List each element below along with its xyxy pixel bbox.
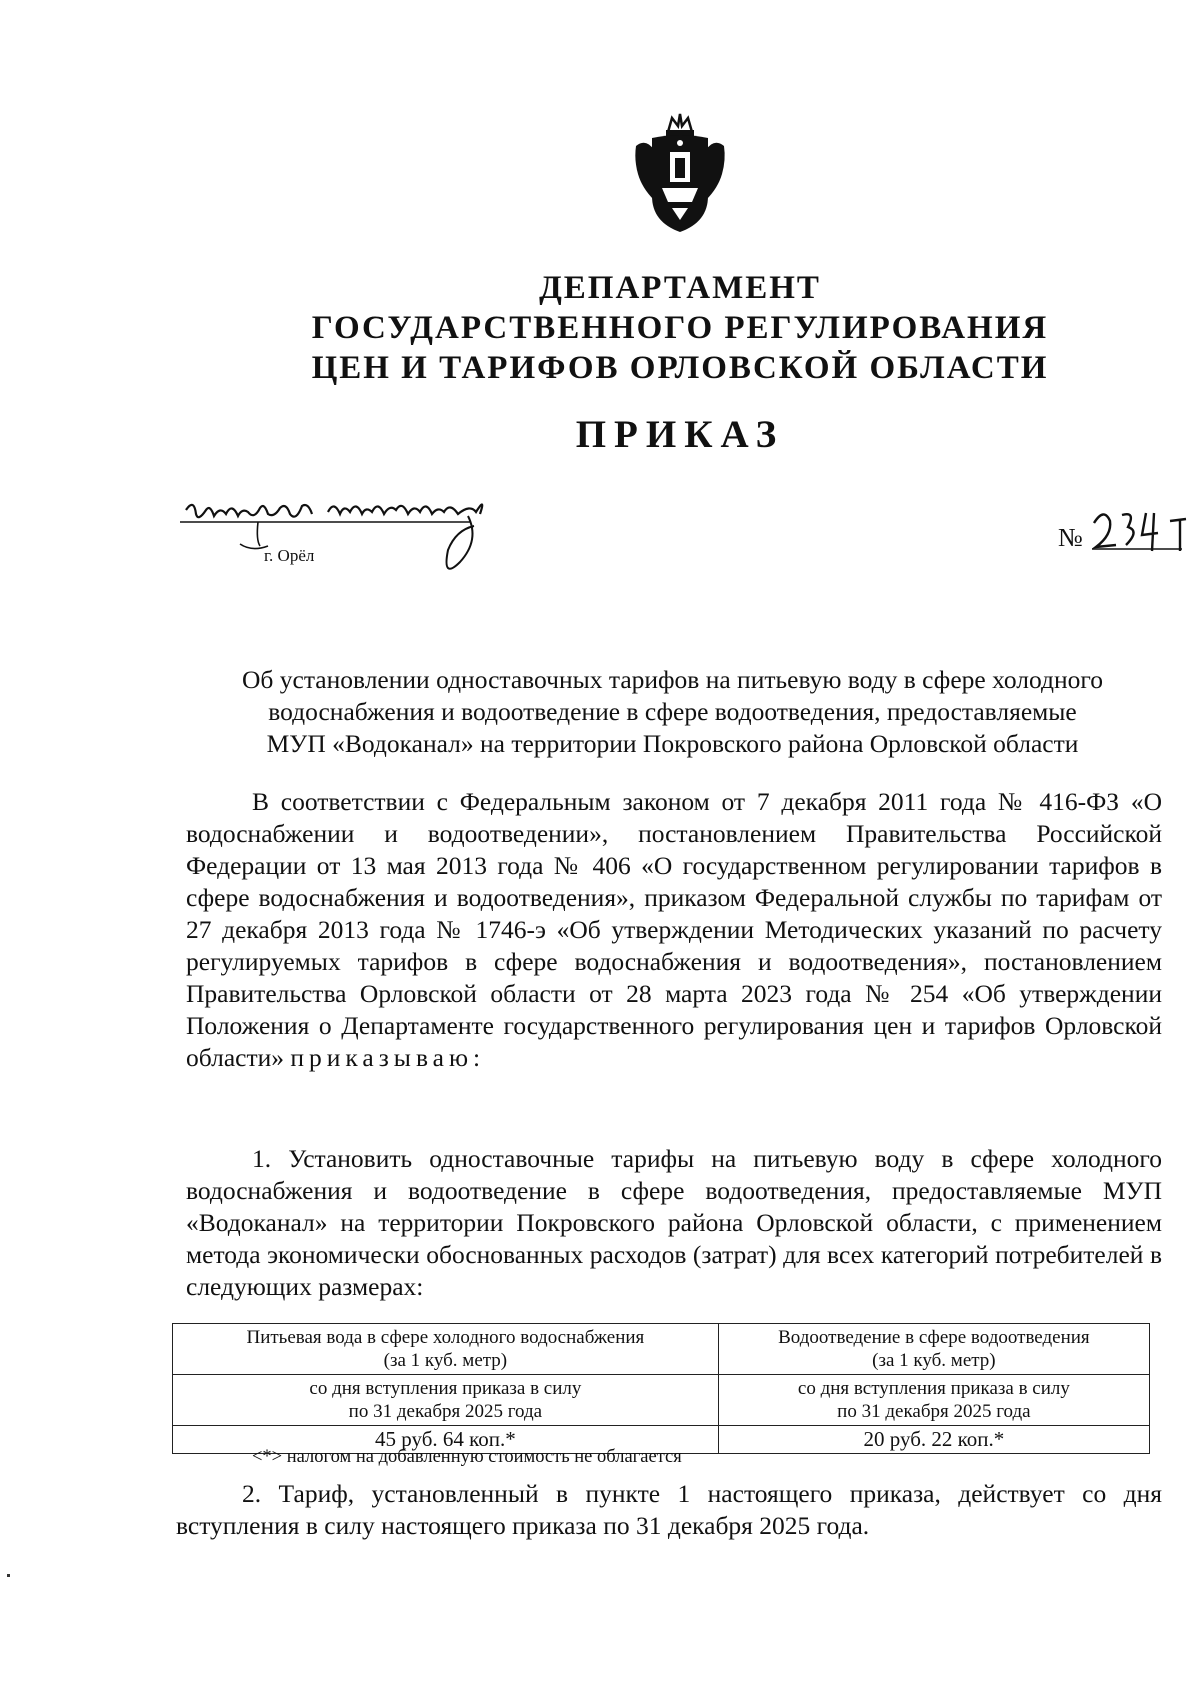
period-line: по 31 декабря 2025 года xyxy=(837,1401,1031,1422)
department-line: ДЕПАРТАМЕНТ xyxy=(539,270,821,306)
preamble-text: В соответствии с Федеральным законом от 7 декабря 2011 года № 416-ФЗ «О водоснабжении и водоотведении», постановлением Правительства Российской Федерации от 13 мая 2013 года № 406 «О государственном регулировании тарифов в сфере водоснабжения и водоотведения», приказом Федеральной службы по тарифам от 27 декабря 2013 года № 1746-э «Об утверждении Методических указаний по расчету регулируемых тарифов в сфере водоснабжения и водоотведения», постановлением Правительства Орловской области от 28 марта 2023 года № 254 «Об утверждении Положения о Департаменте государственного регулирования цен и тарифов Орловской области» xyxy=(186,787,1162,1072)
item-1-text: 1. Установить одноставочные тарифы на питьевую воду в сфере холодного водоснабжения и водоотведение в сфере водоотведения, предоставляемые МУП «Водоканал» на территории Покровского района Орловской области, с применением метода экономически обоснованных расходов (затрат) для всех категорий потребителей в следующих размерах: xyxy=(186,1144,1162,1301)
period-cell xyxy=(718,1375,1149,1426)
subject-line: водоснабжения и водоотведение в сфере водоотведения, предоставляемые xyxy=(268,697,1077,726)
document-type-title: ПРИКАЗ xyxy=(575,413,785,456)
header-line: Питьевая вода в сфере холодного водоснабжения xyxy=(246,1327,645,1348)
item-2-text: 2. Тариф, установленный в пункте 1 настоящего приказа, действует со дня вступления в силу настоящего приказа по 31 декабря 2025 года. xyxy=(176,1479,1162,1540)
handwritten-date xyxy=(180,500,520,610)
city-label: г. Орёл xyxy=(264,546,315,565)
department-line: ГОСУДАРСТВЕННОГО РЕГУЛИРОВАНИЯ xyxy=(311,310,1049,346)
tariff-table xyxy=(172,1323,1150,1454)
header-unit: (за 1 куб. метр) xyxy=(383,1350,508,1371)
item-2-paragraph xyxy=(176,1478,1162,1542)
period-cell xyxy=(173,1375,719,1426)
subject-line: МУП «Водоканал» на территории Покровского района Орловской области xyxy=(266,729,1079,758)
table-row xyxy=(173,1375,1150,1426)
handwritten-order-number xyxy=(1090,505,1200,565)
order-number-label: № xyxy=(1058,523,1083,552)
period-line: со дня вступления приказа в силу xyxy=(797,1378,1070,1399)
period-line: со дня вступления приказа в силу xyxy=(309,1378,582,1399)
preamble-paragraph xyxy=(186,786,1162,1074)
tariff-value-cell: 20 руб. 22 коп.* xyxy=(718,1426,1149,1454)
header-line: Водоотведение в сфере водоотведения xyxy=(778,1327,1090,1348)
table-header-cell xyxy=(173,1324,719,1375)
tariff-value-cell: 45 руб. 64 коп.* xyxy=(173,1426,719,1454)
department-line: ЦЕН И ТАРИФОВ ОРЛОВСКОЙ ОБЛАСТИ xyxy=(311,350,1049,386)
table-row xyxy=(173,1324,1150,1375)
period-line: по 31 декабря 2025 года xyxy=(348,1401,543,1422)
order-subject xyxy=(180,664,1165,760)
coat-of-arms-emblem xyxy=(632,110,728,238)
subject-line: Об установлении одноставочных тарифов на питьевую воду в сфере холодного xyxy=(242,665,1103,694)
scan-speck xyxy=(7,1574,10,1577)
item-1-paragraph xyxy=(186,1143,1162,1303)
table-footnote: <*> налогом на добавленную стоимость не облагается xyxy=(252,1447,682,1467)
table-header-cell xyxy=(718,1324,1149,1375)
header-unit: (за 1 куб. метр) xyxy=(872,1350,996,1371)
order-word: приказываю: xyxy=(290,1043,486,1072)
department-name xyxy=(230,268,1130,388)
